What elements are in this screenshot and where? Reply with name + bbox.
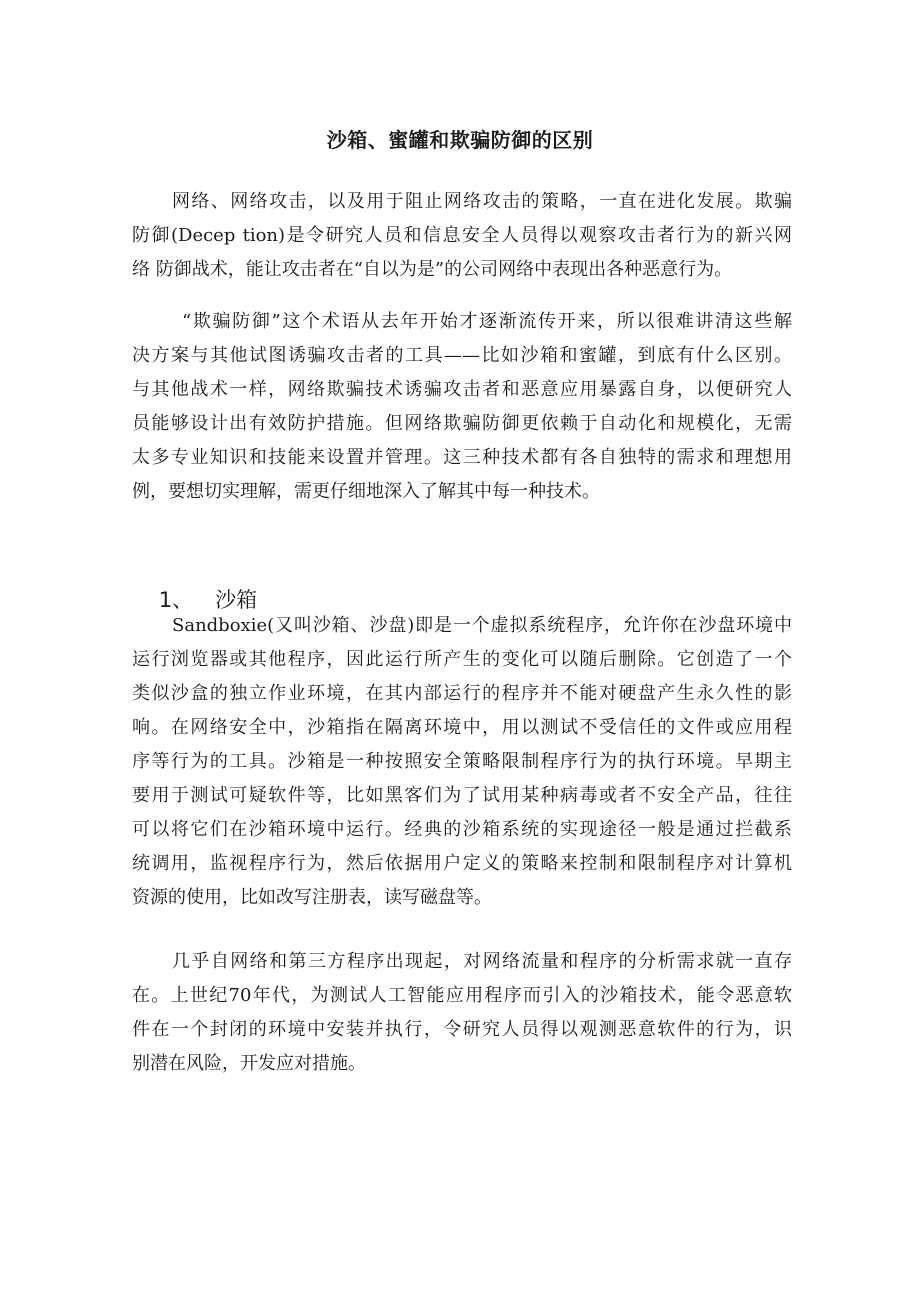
section-number: 1、 <box>158 588 194 612</box>
paragraph-line: 运行浏览器或其他程序，因此运行所产生的变化可以随后删除。它创造了一个 <box>132 649 792 670</box>
paragraph-line: 序等行为的工具。沙箱是一种按照安全策略限制程序行为的执行环境。早期主 <box>132 751 792 772</box>
document-title: 沙箱、蜜罐和欺骗防御的区别 <box>326 128 594 152</box>
paragraph-line: 几乎自网络和第三方程序出现起，对网络流量和程序的分析需求就一直存 <box>172 951 792 972</box>
paragraph-line: 统调用，监视程序行为，然后依据用户定义的策略来控制和限制程序对计算机 <box>132 853 792 874</box>
paragraph-line: 别潜在风险，开发应对措施。 <box>132 1053 366 1074</box>
paragraph-line: 防御(Decep tion)是令研究人员和信息安全人员得以观察攻击者行为的新兴网 <box>132 225 792 246</box>
paragraph-line: 可以将它们在沙箱环境中运行。经典的沙箱系统的实现途径一般是通过拦截系 <box>132 819 792 840</box>
paragraph-line: 资源的使用，比如改写注册表，读写磁盘等。 <box>132 887 492 908</box>
paragraph-line: 类似沙盒的独立作业环境，在其内部运行的程序并不能对硬盘产生永久性的影 <box>132 683 792 704</box>
paragraph-deception-term <box>132 305 792 509</box>
paragraph-line: 网络、网络攻击，以及用于阻止网络攻击的策略，一直在进化发展。欺骗 <box>172 191 792 212</box>
paragraph-line: 与其他战术一样，网络欺骗技术诱骗攻击者和恶意应用暴露自身，以便研究人 <box>132 379 792 400</box>
paragraph-history <box>132 945 792 1081</box>
paragraph-line: 络 防御战术，能让攻击者在“自以为是”的公司网络中表现出各种恶意行为。 <box>132 259 733 280</box>
paragraph-line: Sandboxie(又叫沙箱、沙盘)即是一个虚拟系统程序，允许你在沙盘环境中 <box>172 615 792 636</box>
paragraph-line: 响。在网络安全中，沙箱指在隔离环境中，用以测试不受信任的文件或应用程 <box>132 717 792 738</box>
paragraph-line: 在。上世纪70年代，为测试人工智能应用程序而引入的沙箱技术，能令恶意软 <box>132 985 792 1006</box>
paragraph-line: 太多专业知识和技能来设置并管理。这三种技术都有各自独特的需求和理想用 <box>132 447 792 468</box>
paragraph-line: 件在一个封闭的环境中安装并执行，令研究人员得以观测恶意软件的行为，识 <box>132 1019 792 1040</box>
paragraph-line: 要用于测试可疑软件等，比如黑客们为了试用某种病毒或者不安全产品，往往 <box>132 785 792 806</box>
paragraph-line: 员能够设计出有效防护措施。但网络欺骗防御更依赖于自动化和规模化，无需 <box>132 413 792 434</box>
paragraph-sandboxie <box>132 609 792 915</box>
section-title: 沙箱 <box>215 588 258 612</box>
paragraph-line: “欺骗防御”这个术语从去年开始才逐渐流传开来，所以很难讲清这些解 <box>182 311 792 332</box>
paragraph-line: 决方案与其他试图诱骗攻击者的工具——比如沙箱和蜜罐，到底有什么区别。 <box>132 345 792 366</box>
intro-paragraph <box>132 185 792 287</box>
paragraph-line: 例，要想切实理解，需更仔细地深入了解其中每一种技术。 <box>132 481 600 502</box>
